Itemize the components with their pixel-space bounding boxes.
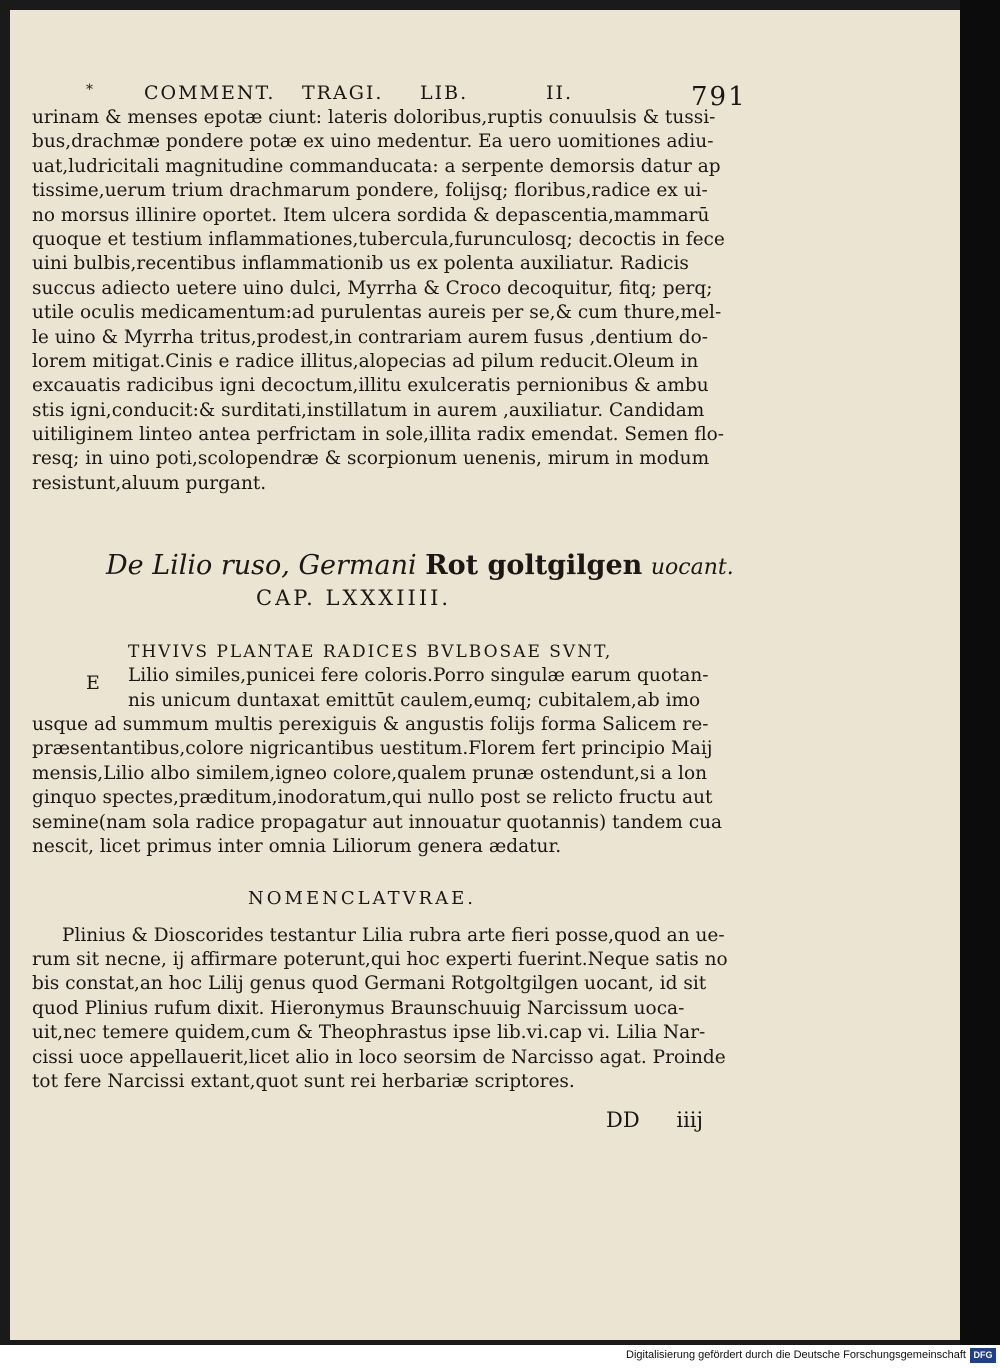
- text-line: nis unicum duntaxat emittūt caulem,eumq; cubitalem,ab imo: [128, 689, 701, 711]
- chapter-title-german: Rot goltgilgen: [425, 550, 643, 581]
- running-head-word-2: TRAGI.: [302, 82, 384, 104]
- text-line: urinam & menses epotæ ciunt: lateris doloribus,ruptis conuulsis & tussi-: [32, 107, 716, 128]
- printer-mark: *: [86, 82, 95, 98]
- text-line: quoque et testium inflammationes,tubercula,furunculosq; decoctis in fece: [32, 228, 725, 250]
- text-line: bis constat,an hoc Lilij genus quod Germani Rotgoltgilgen uocant, id sit: [32, 973, 707, 995]
- running-head-word-3: LIB.: [420, 82, 469, 104]
- text-line: semine(nam sola radice propagatur aut innouatur quotannis) tandem cua: [32, 811, 723, 833]
- text-line: resq; in uino poti,scolopendræ & scorpionum uenenis, mirum in modum: [32, 448, 710, 470]
- text-line: mensis,Lilio albo similem,igneo colore,qualem prunæ ostendunt,si a lon: [32, 762, 708, 784]
- section-heading: NOMENCLATVRAE.: [248, 888, 476, 909]
- text-line: quod Plinius rufum dixit. Hieronymus Braunschuuig Narcissum uoca-: [32, 997, 685, 1019]
- text-line: uit,nec temere quidem,cum & Theophrastus ipse lib.vi.cap vi. Lilia Nar-: [32, 1022, 706, 1044]
- chapter-title-latin: De Lilio ruso, Germani: [106, 550, 417, 581]
- text-line: tissime,uerum trium drachmarum pondere, folijsq; floribus,radice ex ui-: [32, 180, 708, 202]
- text-line: rum sit necne, ij affirmare poterunt,qui hoc experti fuerint.Neque satis no: [32, 949, 728, 970]
- text-line: lorem mitigat.Cinis e radice illitus,alopecias ad pilum reducit.Oleum in: [32, 350, 699, 372]
- text-line: excauatis radicibus igni decoctum,illitu exulceratis pernionibus & ambu: [32, 375, 709, 397]
- footer-bar: [0, 1345, 1000, 1368]
- text-line: usque ad summum multis perexiguis & angustis folijs forma Salicem re-: [32, 714, 709, 735]
- text-line: resistunt,aluum purgant.: [32, 472, 267, 494]
- text-line: Lilio similes,punicei fere coloris.Porro singulæ earum quotan-: [128, 665, 709, 687]
- scanned-page: [10, 10, 960, 1340]
- dfg-logo-icon: DFG: [970, 1348, 996, 1363]
- text-line: uitiliginem linteo antea perfrictam in sole,illita radix emendat. Semen flo-: [32, 424, 725, 446]
- text-line: succus adiecto uetere uino dulci, Myrrha & Croco decoquitur, fitq; perq;: [32, 277, 713, 299]
- text-line: Plinius & Dioscorides testantur Lilia rubra arte fieri posse,quod an ue-: [62, 925, 725, 946]
- running-head: [76, 78, 747, 112]
- text-line: uini bulbis,recentibus inflammationib us ex polenta auxiliatur. Radicis: [32, 253, 689, 275]
- chapter-number: CAP. LXXXIIII.: [256, 586, 452, 610]
- funding-credit: Digitalisierung gefördert durch die Deutsche Forschungsgemeinschaft: [626, 1349, 966, 1361]
- paragraph-1: [32, 106, 725, 496]
- text-line: nescit, licet primus inter omnia Liliorum genera ædatur.: [32, 835, 562, 857]
- text-line: stis igni,conducit:& surditati,instillatum in aurem ,auxiliatur. Candidam: [32, 399, 705, 421]
- text-line: præsentantibus,colore nigricantibus uestitum.Florem fert principio Maij: [32, 738, 713, 760]
- paragraph-2-continued: [32, 713, 722, 859]
- paragraph-3-first: [62, 924, 725, 948]
- scan-background: [960, 0, 1000, 1345]
- text-line: bus,drachmæ pondere potæ ex uino medentur. Ea uero uomitiones adiu-: [32, 131, 714, 153]
- paragraph-2: [128, 640, 709, 713]
- text-line: THVIVS PLANTAE RADICES BVLBOSAE SVNT,: [128, 642, 613, 662]
- chapter-title: [106, 550, 734, 581]
- text-line: uat,ludricitali magnitudine commanducata: a serpente demorsis datur ap: [32, 155, 721, 177]
- initial-letter: E: [86, 672, 100, 694]
- signature-letters: DD: [606, 1108, 640, 1132]
- text-line: tot fere Narcissi extant,quot sunt rei herbariæ scriptores.: [32, 1070, 575, 1092]
- text-line: no morsus illinire oportet. Item ulcera sordida & depascentia,mammarū: [32, 204, 710, 226]
- page-number: 791: [691, 82, 747, 112]
- text-line: le uino & Myrrha tritus,prodest,in contrariam aurem fusus ,dentium do-: [32, 326, 708, 348]
- signature-number: iiij: [676, 1108, 704, 1132]
- text-line: ginquo spectes,præditum,inodoratum,qui nullo post se relicto fructu aut: [32, 787, 713, 809]
- running-head-word-1: COMMENT.: [144, 82, 276, 104]
- text-line: cissi uoce appellauerit,licet alio in loco seorsim de Narcisso agat. Proinde: [32, 1046, 726, 1068]
- paragraph-3: [32, 948, 728, 1094]
- chapter-title-end: uocant.: [650, 555, 734, 580]
- running-head-word-4: II.: [546, 82, 574, 104]
- text-line: utile oculis medicamentum:ad purulentas aureis per se,& cum thure,mel-: [32, 302, 722, 324]
- signature-mark: [606, 1108, 703, 1132]
